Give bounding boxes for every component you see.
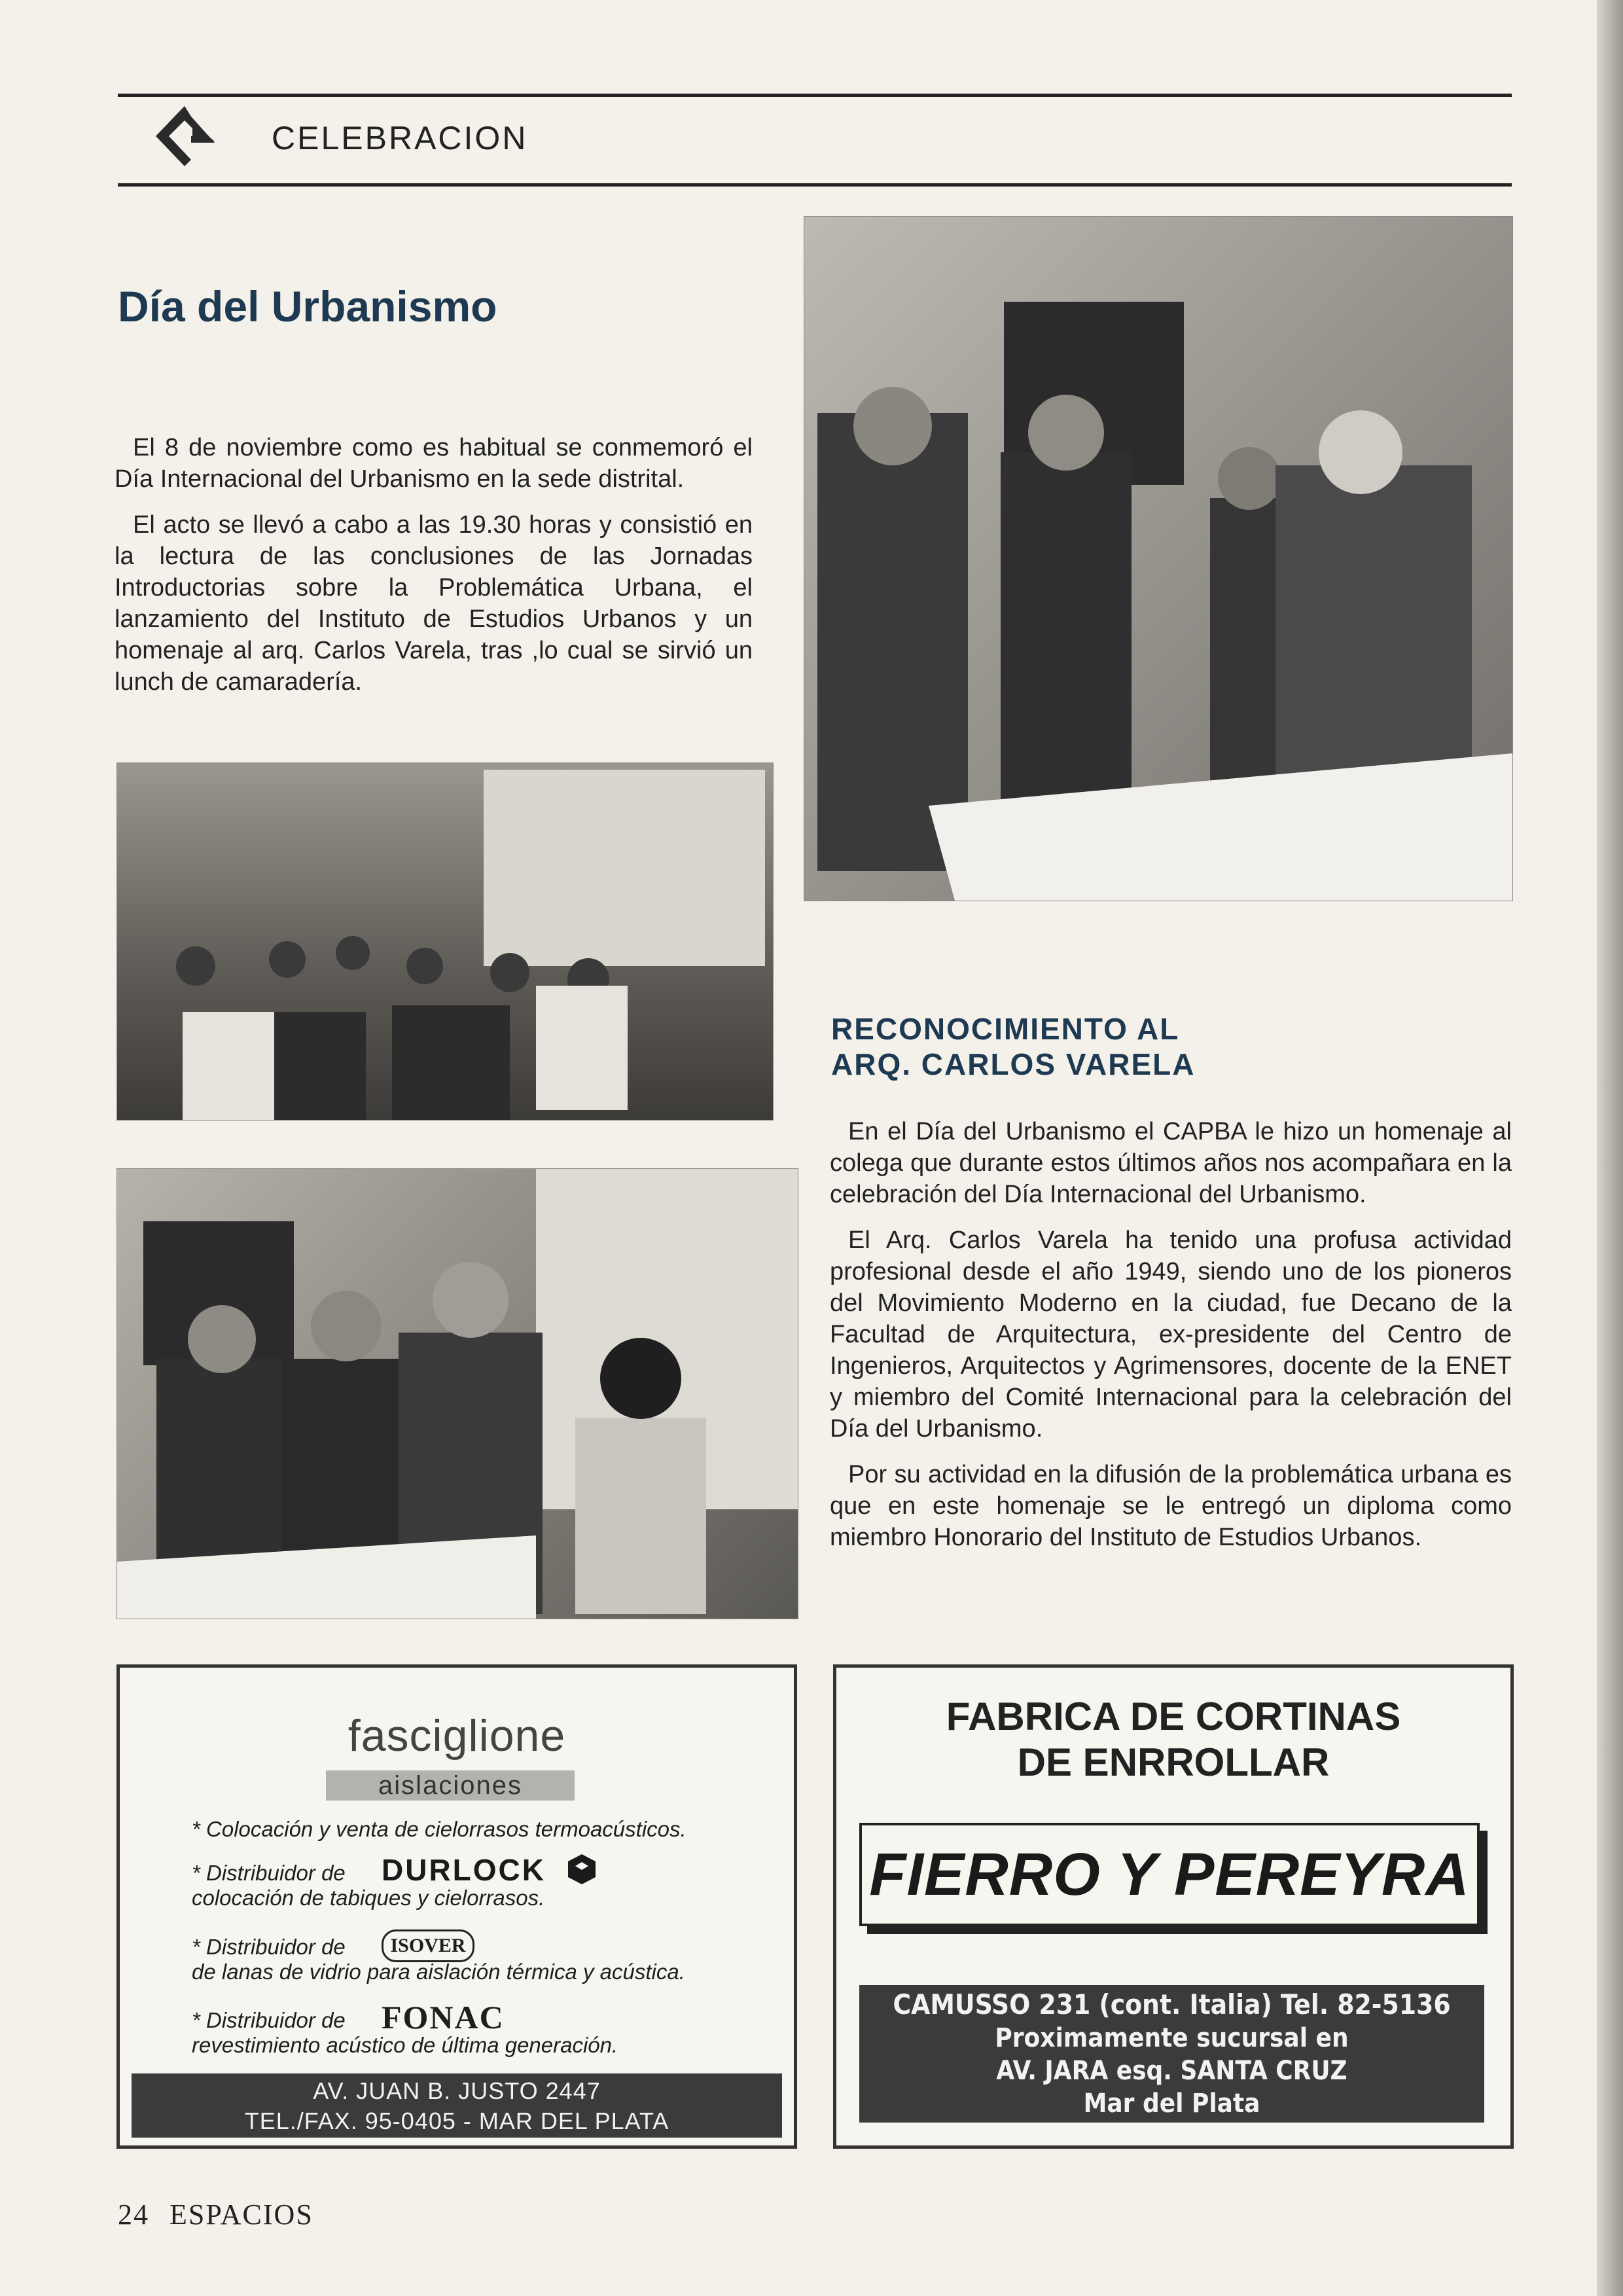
fasciglione-item3-prefix: * Distribuidor de xyxy=(192,1935,346,1959)
article-body xyxy=(115,432,753,712)
recognition-heading-line2: ARQ. CARLOS VARELA xyxy=(831,1047,1196,1081)
fierro-heading-line2: DE ENRROLLAR xyxy=(1017,1740,1330,1784)
fierro-heading-line1: FABRICA DE CORTINAS xyxy=(946,1695,1401,1738)
publication-name: ESPACIOS xyxy=(169,2198,313,2231)
section-label: CELEBRACION xyxy=(272,120,528,156)
header-bottom-rule xyxy=(118,183,1512,187)
photo-podium xyxy=(804,216,1513,901)
page-footer xyxy=(118,2198,313,2231)
durlock-logo: DURLOCK xyxy=(382,1853,546,1887)
fierro-heading xyxy=(836,1694,1510,1785)
page-number: 24 xyxy=(118,2198,149,2231)
fasciglione-item4-prefix: * Distribuidor de xyxy=(192,2008,346,2032)
article-title: Día del Urbanismo xyxy=(118,282,497,331)
article-paragraph: El acto se llevó a cabo a las 19.30 horas y consistió en la lectura de las conclusiones de las Jornadas Introductorias sobre la Problemática Urbana, el lanzamiento del Instituto de Estudios Urbanos y un homenaje al arq. Carlos Varela, tras ,lo cual se sirvió un lunch de camaradería. xyxy=(115,511,753,696)
fierro-line2: Proximamente sucursal en xyxy=(995,2023,1349,2053)
photo-group xyxy=(116,1168,798,1619)
fasciglione-item3-text: de lanas de vidrio para aislación térmica y acústica. xyxy=(192,1960,685,1984)
recognition-heading xyxy=(831,1011,1196,1082)
ad-fierro-pereyra xyxy=(833,1664,1514,2149)
isover-logo: ISOVER xyxy=(382,1929,474,1962)
fasciglione-item1: * Colocación y venta de cielorrasos termoacústicos. xyxy=(192,1817,687,1841)
recognition-paragraph: El Arq. Carlos Varela ha tenido una profusa actividad profesional desde el año 1949, siendo uno de los pioneros del Movimiento Moderno en la ciudad, fue Decano de la Facultad de Arquitectura, ex-presidente del Centro de Ingenieros, Arquitectos y Agrimensores, docente de la ENET y miembro del Comité Internacional para la celebración del Día del Urbanismo. xyxy=(830,1227,1512,1443)
fasciglione-tagline: aislaciones xyxy=(326,1770,575,1801)
fonac-logo: FONAC xyxy=(382,1999,505,2036)
fierro-line1: CAMUSSO 231 (cont. Italia) Tel. 82-5136 xyxy=(893,1988,1451,2020)
page-edge xyxy=(1597,0,1623,2296)
capba-logo-icon xyxy=(152,103,233,175)
photo-audience xyxy=(116,762,774,1121)
fierro-brand-box xyxy=(859,1823,1480,1926)
fierro-line3: AV. JARA esq. SANTA CRUZ xyxy=(996,2056,1347,2086)
article-paragraph: El 8 de noviembre como es habitual se conmemoró el Día Internacional del Urbanismo en la sede distrital. xyxy=(115,434,753,493)
fasciglione-address1: AV. JUAN B. JUSTO 2447 xyxy=(313,2077,601,2104)
fierro-address-band xyxy=(859,1985,1484,2123)
recognition-heading-line1: RECONOCIMIENTO AL xyxy=(831,1012,1180,1046)
fasciglione-item4-text: revestimiento acústico de última generación. xyxy=(192,2033,618,2057)
recognition-paragraph: En el Día del Urbanismo el CAPBA le hizo un homenaje al colega que durante estos últimos años nos acompañara en la celebración del Día Internacional del Urbanismo. xyxy=(830,1118,1512,1208)
fasciglione-address2: TEL./FAX. 95-0405 - MAR DEL PLATA xyxy=(244,2108,669,2134)
fasciglione-brand: fasciglione xyxy=(348,1711,566,1761)
fasciglione-item2-text: colocación de tabiques y cielorrasos. xyxy=(192,1886,545,1910)
fierro-brand: FIERRO Y PEREYRA xyxy=(869,1841,1470,1908)
fasciglione-item2-prefix: * Distribuidor de xyxy=(192,1861,346,1885)
recognition-body xyxy=(830,1116,1512,1568)
header-top-rule xyxy=(118,94,1512,97)
durlock-cube-icon xyxy=(567,1853,597,1886)
recognition-paragraph: Por su actividad en la difusión de la problemática urbana es que en este homenaje se le entregó un diploma como miembro Honorario del Instituto de Estudios Urbanos. xyxy=(830,1461,1512,1551)
fierro-line4: Mar del Plata xyxy=(1083,2089,1260,2119)
fasciglione-address-band xyxy=(132,2073,782,2138)
ad-fasciglione xyxy=(116,1664,797,2149)
